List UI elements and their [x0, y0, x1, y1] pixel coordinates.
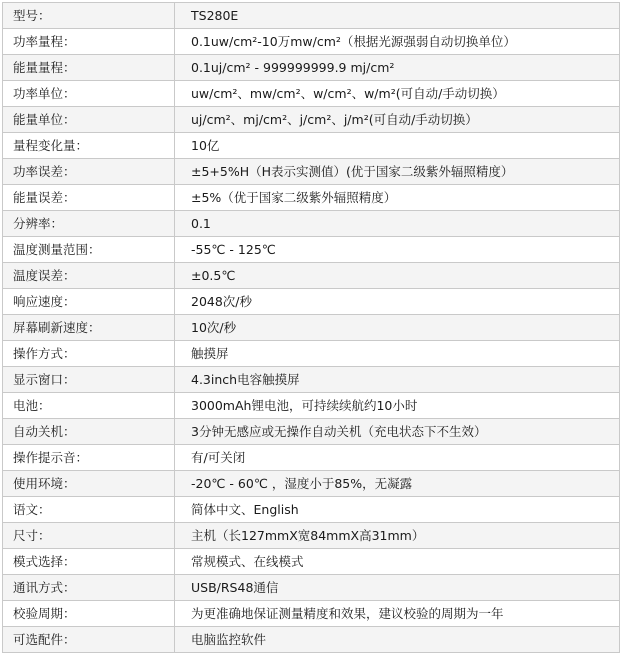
spec-label: 使用环境：	[3, 471, 175, 497]
spec-value: uj/cm²、mj/cm²、j/cm²、j/m²(可自动/手动切换）	[175, 107, 620, 133]
spec-label: 能量单位：	[3, 107, 175, 133]
spec-value: ±5%（优于国家二级紫外辐照精度）	[175, 185, 620, 211]
spec-row	[3, 341, 620, 367]
spec-value: 3分钟无感应或无操作自动关机（充电状态下不生效）	[175, 419, 620, 445]
spec-label: 模式选择：	[3, 549, 175, 575]
spec-row	[3, 107, 620, 133]
spec-value: 0.1	[175, 211, 620, 237]
spec-row	[3, 133, 620, 159]
spec-row	[3, 159, 620, 185]
spec-label: 量程变化量：	[3, 133, 175, 159]
spec-value: 4.3inch电容触摸屏	[175, 367, 620, 393]
spec-value: 触摸屏	[175, 341, 620, 367]
spec-value: -20℃ - 60℃ ，湿度小于85%，无凝露	[175, 471, 620, 497]
spec-value: ±0.5℃	[175, 263, 620, 289]
spec-value: 电脑监控软件	[175, 627, 620, 653]
spec-label: 电池：	[3, 393, 175, 419]
spec-value: USB/RS48通信	[175, 575, 620, 601]
spec-label: 操作提示音：	[3, 445, 175, 471]
spec-value: TS280E	[175, 3, 620, 29]
spec-label: 分辨率：	[3, 211, 175, 237]
spec-value: 主机（长127mmX宽84mmX高31mm）	[175, 523, 620, 549]
spec-row	[3, 471, 620, 497]
spec-label: 可选配件：	[3, 627, 175, 653]
spec-row	[3, 419, 620, 445]
spec-table	[2, 2, 620, 653]
spec-row	[3, 367, 620, 393]
spec-row	[3, 549, 620, 575]
spec-label: 功率量程：	[3, 29, 175, 55]
spec-row	[3, 289, 620, 315]
spec-value: 为更准确地保证测量精度和效果，建议校验的周期为一年	[175, 601, 620, 627]
spec-row	[3, 211, 620, 237]
spec-row	[3, 29, 620, 55]
spec-label: 通讯方式：	[3, 575, 175, 601]
spec-row	[3, 575, 620, 601]
spec-row	[3, 55, 620, 81]
spec-label: 型号：	[3, 3, 175, 29]
spec-label: 显示窗口：	[3, 367, 175, 393]
spec-label: 尺寸：	[3, 523, 175, 549]
spec-label: 响应速度：	[3, 289, 175, 315]
spec-row	[3, 263, 620, 289]
spec-row	[3, 3, 620, 29]
spec-value: 3000mAh锂电池，可持续续航约10小时	[175, 393, 620, 419]
spec-label: 功率单位：	[3, 81, 175, 107]
spec-value: 10次/秒	[175, 315, 620, 341]
spec-label: 语文：	[3, 497, 175, 523]
spec-value: 常规模式、在线模式	[175, 549, 620, 575]
spec-row	[3, 445, 620, 471]
spec-row	[3, 315, 620, 341]
spec-row	[3, 237, 620, 263]
spec-table-body	[3, 3, 620, 653]
spec-row	[3, 523, 620, 549]
spec-row	[3, 627, 620, 653]
spec-row	[3, 393, 620, 419]
spec-label: 屏幕刷新速度：	[3, 315, 175, 341]
spec-row	[3, 601, 620, 627]
spec-value: 简体中文、English	[175, 497, 620, 523]
spec-value: ±5+5%H（H表示实测值）(优于国家二级紫外辐照精度）	[175, 159, 620, 185]
spec-value: 有/可关闭	[175, 445, 620, 471]
spec-label: 温度误差：	[3, 263, 175, 289]
spec-label: 功率误差：	[3, 159, 175, 185]
spec-label: 温度测量范围：	[3, 237, 175, 263]
spec-value: -55℃ - 125℃	[175, 237, 620, 263]
spec-row	[3, 81, 620, 107]
spec-label: 校验周期：	[3, 601, 175, 627]
spec-value: 2048次/秒	[175, 289, 620, 315]
spec-label: 自动关机：	[3, 419, 175, 445]
spec-row	[3, 185, 620, 211]
spec-label: 操作方式：	[3, 341, 175, 367]
spec-row	[3, 497, 620, 523]
spec-label: 能量量程：	[3, 55, 175, 81]
spec-value: 0.1uj/cm² - 999999999.9 mj/cm²	[175, 55, 620, 81]
spec-value: uw/cm²、mw/cm²、w/cm²、w/m²(可自动/手动切换）	[175, 81, 620, 107]
spec-value: 10亿	[175, 133, 620, 159]
spec-label: 能量误差：	[3, 185, 175, 211]
spec-value: 0.1uw/cm²-10万mw/cm²（根据光源强弱自动切换单位）	[175, 29, 620, 55]
